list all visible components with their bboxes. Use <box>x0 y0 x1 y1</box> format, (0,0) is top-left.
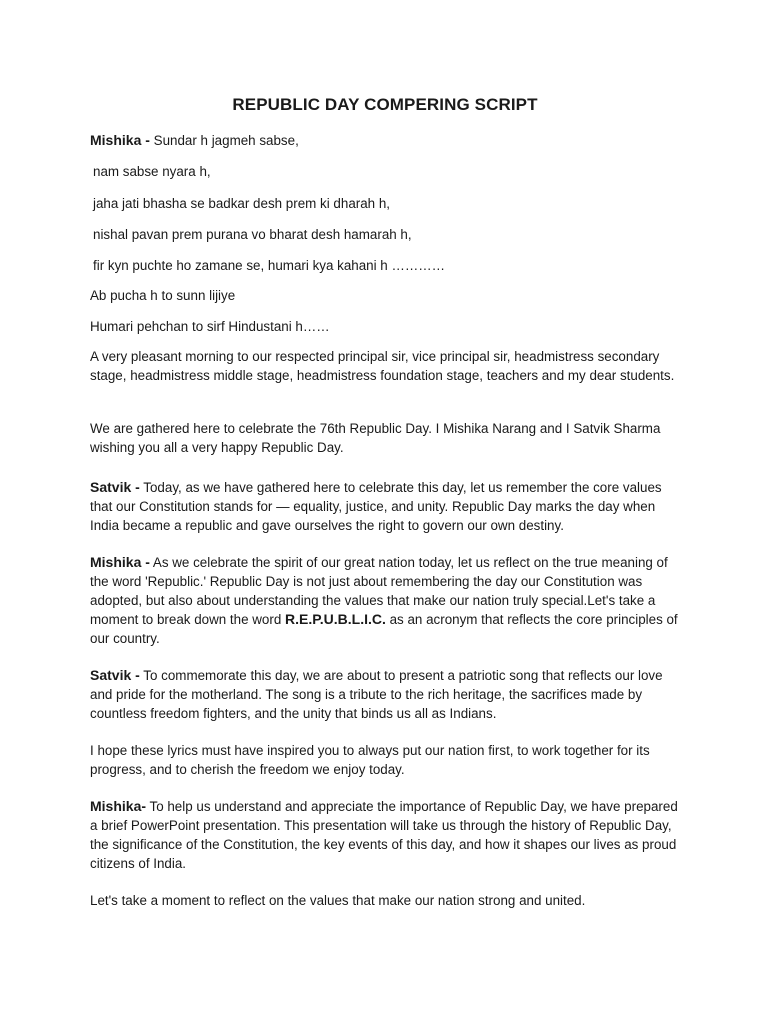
poem-text: Sundar h jagmeh sabse, <box>153 133 299 148</box>
paragraph-text: as an acronym that reflects the core principles of our country. <box>90 612 678 646</box>
page-title: REPUBLIC DAY COMPERING SCRIPT <box>232 95 538 114</box>
poem-line-5: fir kyn puchte ho zamane se, humari kya kahani h ………… <box>93 258 446 273</box>
speaker-label: Satvik - <box>90 667 140 683</box>
hope-paragraph: I hope these lyrics must have inspired you to always put our nation first, to work together for its progress, and to cherish the freedom we enjoy today. <box>90 743 650 777</box>
gathered-paragraph: We are gathered here to celebrate the 76th Republic Day. I Mishika Narang and I Satvik Sharma wishing you all a very happy Republic Day. <box>90 421 661 455</box>
poem-line-1 <box>90 131 680 150</box>
acronym-text: R.E.P.U.B.L.I.C. <box>285 611 386 627</box>
speaker-label: Satvik - <box>90 479 140 495</box>
paragraph-text: To commemorate this day, we are about to present a patriotic song that reflects our love and pride for the motherland. The song is a tribute to the rich heritage, the sacrifices made by countless freedom fighters, and the unity that binds us all as Indians. <box>90 668 663 721</box>
poem-line-3: jaha jati bhasha se badkar desh prem ki dharah h, <box>93 196 391 211</box>
greeting-paragraph: A very pleasant morning to our respected principal sir, vice principal sir, headmistress secondary stage, headmistress middle stage, headmistress foundation stage, teachers and my dear students. <box>90 349 675 383</box>
speaker-label: Mishika - <box>90 132 150 148</box>
poem-line-2: nam sabse nyara h, <box>93 164 211 179</box>
satvik-paragraph-2 <box>90 666 680 723</box>
poem-line-6: Ab pucha h to sunn lijiye <box>90 288 236 303</box>
reflect-paragraph: Let's take a moment to reflect on the values that make our nation strong and united. <box>90 893 586 908</box>
mishika-paragraph-3 <box>90 797 680 873</box>
paragraph-text: Today, as we have gathered here to celebrate this day, let us remember the core values that our Constitution stands for — equality, justice, and unity. Republic Day marks the day when India became a republic and gave ourselves the right to govern our own destiny. <box>90 480 662 533</box>
poem-line-4: nishal pavan prem purana vo bharat desh hamarah h, <box>93 227 412 242</box>
paragraph-text: To help us understand and appreciate the importance of Republic Day, we have prepared a brief PowerPoint presentation. This presentation will take us through the history of Republic Day, the significance of the Constitution, the key events of this day, and how it shapes our lives as proud citizens of India. <box>90 799 678 871</box>
paragraph-text: As we celebrate the spirit of our great nation today, let us reflect on the true meaning of the word 'Republic.' Republic Day is not just about remembering the day our Constitution was adopted, but also about understanding the values that make our nation truly special.Let's take a moment to break down the word <box>90 555 668 627</box>
poem-line-7: Humari pehchan to sirf Hindustani h…… <box>90 319 330 334</box>
speaker-label: Mishika- <box>90 798 147 814</box>
mishika-paragraph-2 <box>90 553 680 648</box>
satvik-paragraph-1 <box>90 478 680 535</box>
speaker-label: Mishika - <box>90 554 150 570</box>
